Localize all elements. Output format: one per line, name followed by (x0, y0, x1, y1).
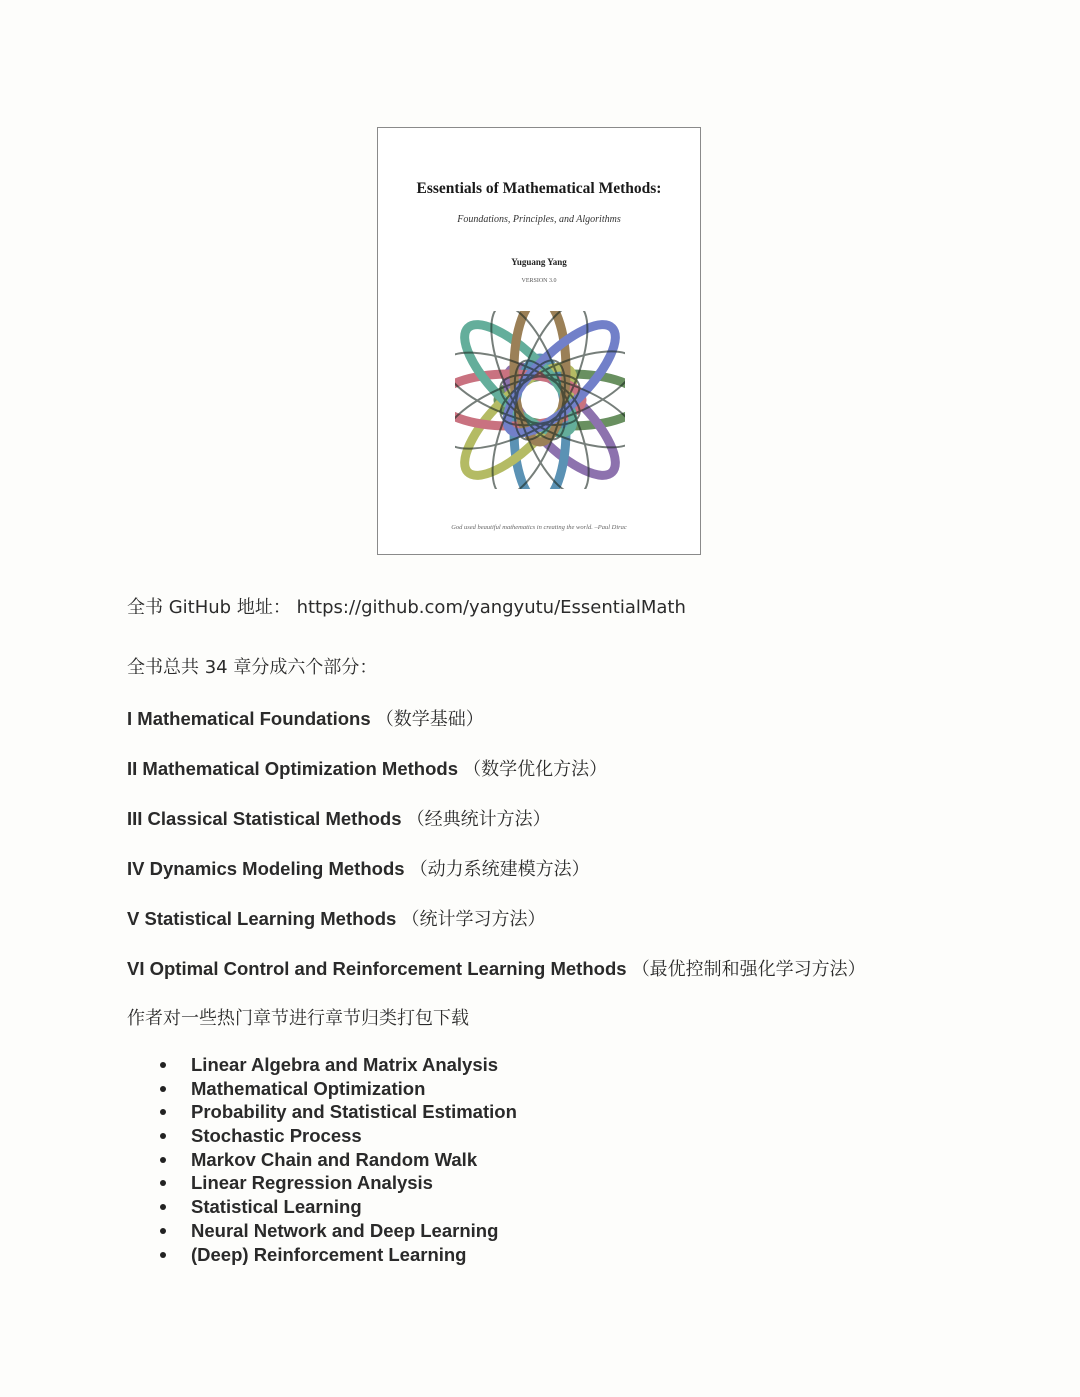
bullet-icon (160, 1180, 166, 1186)
torus-knot-art-icon (455, 311, 625, 489)
list-item[interactable] (160, 1124, 517, 1148)
part-heading-4 (127, 855, 590, 881)
bullet-icon (160, 1086, 166, 1092)
part-title-cn: （经典统计方法） (406, 809, 551, 830)
list-item[interactable] (160, 1148, 517, 1172)
list-item[interactable] (160, 1243, 517, 1267)
part-heading-3 (127, 805, 551, 831)
pack-download-text: 作者对一些热门章节进行章节归类打包下载 (127, 1008, 469, 1029)
list-item[interactable] (160, 1195, 517, 1219)
part-title-cn: （动力系统建模方法） (409, 859, 590, 880)
part-title-cn: （统计学习方法） (401, 909, 546, 930)
part-heading-1 (127, 705, 484, 731)
cover-quote: God used beautiful mathematics in creating the world. –Paul Dirac (451, 524, 627, 531)
total-chapters-text: 全书总共 34 章分成六个部分： (127, 657, 378, 678)
cover-author: Yuguang Yang (511, 257, 567, 267)
chapter-title: Stochastic Process (191, 1125, 362, 1147)
part-title-cn: （最优控制和强化学习方法） (631, 959, 866, 980)
chapter-pack-list (160, 1053, 517, 1266)
chapter-title: Probability and Statistical Estimation (191, 1101, 517, 1123)
part-title: V Statistical Learning Methods (127, 908, 397, 929)
chapter-title: Linear Regression Analysis (191, 1172, 433, 1194)
bullet-icon (160, 1204, 166, 1210)
book-cover (377, 127, 701, 555)
part-heading-6 (127, 955, 866, 981)
part-title: VI Optimal Control and Reinforcement Learning Methods (127, 958, 627, 979)
github-link[interactable]: https://github.com/yangyutu/EssentialMath (296, 597, 686, 618)
cover-subtitle: Foundations, Principles, and Algorithms (457, 214, 621, 225)
github-label: 全书 GitHub 地址： (127, 597, 291, 618)
chapter-title: Linear Algebra and Matrix Analysis (191, 1054, 499, 1075)
chapter-title: Markov Chain and Random Walk (191, 1148, 478, 1170)
list-item[interactable] (160, 1100, 517, 1124)
cover-title: Essentials of Mathematical Methods: (416, 180, 662, 197)
chapter-title: Statistical Learning (191, 1196, 362, 1218)
part-title-cn: （数学优化方法） (463, 759, 608, 780)
part-heading-5 (127, 905, 545, 931)
bullet-icon (160, 1228, 166, 1234)
part-heading-2 (127, 755, 607, 781)
list-item[interactable] (160, 1053, 517, 1077)
part-title: IV Dynamics Modeling Methods (127, 858, 405, 879)
chapter-title: (Deep) Reinforcement Learning (191, 1243, 467, 1265)
cover-version: VERSION 3.0 (521, 278, 557, 284)
chapter-title: Neural Network and Deep Learning (191, 1219, 499, 1241)
github-line (127, 593, 686, 619)
list-item[interactable] (160, 1077, 517, 1101)
bullet-icon (160, 1062, 166, 1068)
part-title: II Mathematical Optimization Methods (127, 758, 458, 779)
part-title-cn: （数学基础） (375, 709, 484, 730)
bullet-icon (160, 1109, 166, 1115)
list-item[interactable] (160, 1219, 517, 1243)
bullet-icon (160, 1133, 166, 1139)
bullet-icon (160, 1157, 166, 1163)
part-title: I Mathematical Foundations (127, 708, 371, 729)
bullet-icon (160, 1252, 166, 1258)
list-item[interactable] (160, 1171, 517, 1195)
part-title: III Classical Statistical Methods (127, 808, 402, 829)
chapter-title: Mathematical Optimization (191, 1077, 426, 1099)
